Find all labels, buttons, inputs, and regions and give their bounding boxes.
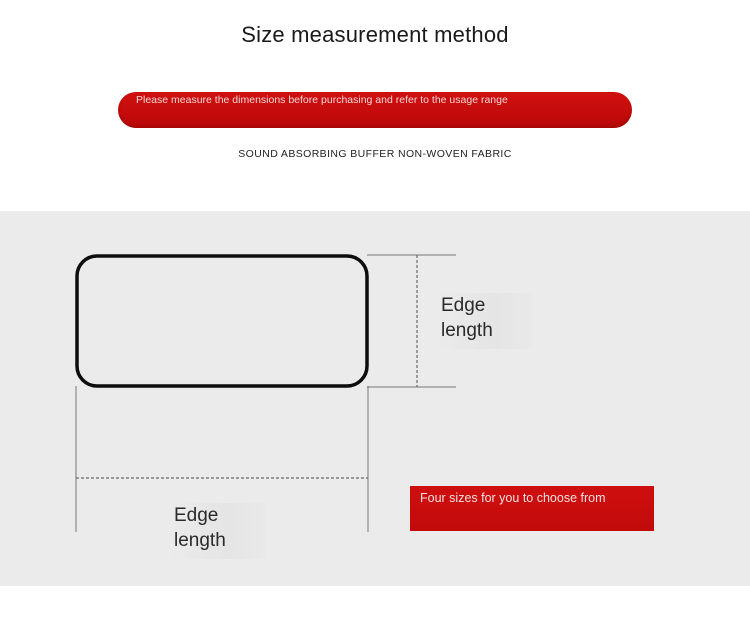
edge-length-label-bottom-line2: length [174, 530, 226, 551]
product-name: SOUND ABSORBING BUFFER NON-WOVEN FABRIC [238, 148, 512, 160]
measurement-diagram [0, 211, 750, 586]
edge-length-label-right [437, 293, 533, 349]
edge-length-label-bottom-line1: Edge [174, 505, 219, 526]
product-outline [77, 256, 367, 386]
notice-text: Please measure the dimensions before purchasing and refer to the usage range [136, 94, 508, 106]
edge-length-label-right-line2: length [441, 320, 493, 341]
notice-banner [118, 92, 632, 128]
sizes-note-text: Four sizes for you to choose from [420, 491, 606, 505]
sizes-note-box [410, 486, 654, 531]
page-title: Size measurement method [241, 22, 509, 47]
edge-length-label-right-line1: Edge [441, 295, 486, 316]
edge-length-label-bottom [170, 503, 266, 559]
